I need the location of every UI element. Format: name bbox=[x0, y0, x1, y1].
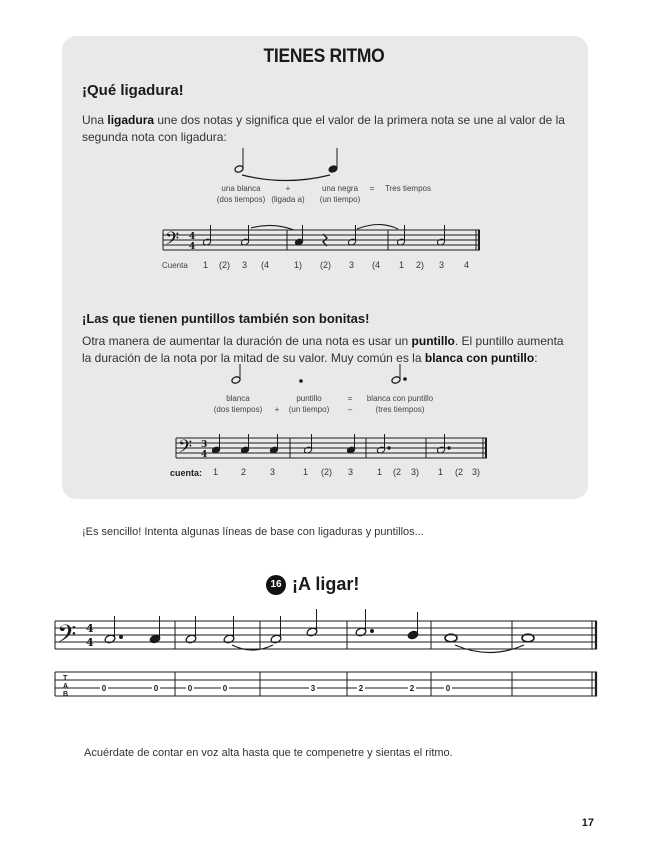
tab-fret: 0 bbox=[187, 684, 193, 693]
page-number: 17 bbox=[581, 817, 594, 829]
caption-quarter: una negra (un tiempo) bbox=[319, 184, 361, 204]
dotted-heading: ¡Las que tienen puntillos también son bonitas! bbox=[82, 311, 370, 326]
song-title: ¡A ligar! bbox=[292, 574, 360, 594]
caption-puntillo: puntillo (un tiempo) bbox=[288, 394, 330, 414]
caption-dotted-half: blanca con puntillo (tres tiempos) bbox=[366, 394, 434, 414]
count: (2 bbox=[455, 467, 464, 477]
count: 1 bbox=[377, 467, 383, 477]
count: 3) bbox=[472, 467, 481, 477]
time-signature-bottom: 4 bbox=[86, 636, 94, 649]
bass-clef-icon: 𝄢 bbox=[57, 620, 77, 655]
time-signature-top: 4 bbox=[86, 622, 94, 635]
count: 2 bbox=[241, 467, 247, 477]
count: 1 bbox=[203, 260, 209, 270]
tab-fret: 0 bbox=[153, 684, 159, 693]
tab-letter: B bbox=[63, 691, 69, 698]
song-staff bbox=[55, 609, 597, 653]
intro-line: ¡Es sencillo! Intenta algunas líneas de base con ligaduras y puntillos... bbox=[82, 526, 424, 538]
staff-tie-example bbox=[163, 225, 480, 251]
count: 3 bbox=[270, 467, 276, 477]
tab-fret: 0 bbox=[222, 684, 228, 693]
count: 3 bbox=[242, 260, 248, 270]
caption-half: una blanca (dos tiempos) bbox=[216, 184, 266, 204]
caption-result: Tres tiempos bbox=[385, 184, 431, 193]
count: (4 bbox=[261, 260, 270, 270]
count: 3 bbox=[348, 467, 354, 477]
caption-blanca: blanca (dos tiempos) bbox=[213, 394, 263, 414]
count: 1 bbox=[399, 260, 405, 270]
count-label: cuenta: bbox=[170, 468, 203, 478]
tab-fret: 0 bbox=[445, 684, 451, 693]
time-signature-top: 3 bbox=[201, 440, 208, 450]
track-number-badge[interactable]: 16 bbox=[266, 575, 286, 595]
tie-heading: ¡Qué ligadura! bbox=[82, 82, 184, 99]
time-signature-bottom: 4 bbox=[201, 450, 208, 460]
tab-letter: T bbox=[63, 675, 68, 682]
count: 3 bbox=[349, 260, 355, 270]
count: (2 bbox=[393, 467, 402, 477]
time-signature-bottom: 4 bbox=[189, 242, 196, 252]
dotted-paragraph: Otra manera de aumentar la duración de una nota es usar un puntillo. El puntillo aumenta la duración de la nota por la mitad de su valor. Muy común es la blanca con puntillo: bbox=[82, 334, 564, 365]
count: 1 bbox=[213, 467, 219, 477]
count: 4 bbox=[464, 260, 470, 270]
count: 3) bbox=[411, 467, 420, 477]
count: (2) bbox=[321, 467, 332, 477]
tab-staff bbox=[55, 672, 597, 696]
tab-fret: 0 bbox=[101, 684, 107, 693]
bass-clef-icon: 𝄢 bbox=[178, 437, 193, 462]
count: (4 bbox=[372, 260, 381, 270]
footer-note: Acuérdate de contar en voz alta hasta que te compenetre y sientas el ritmo. bbox=[84, 747, 453, 759]
tie-example bbox=[234, 148, 338, 181]
tab-fret: 2 bbox=[409, 684, 415, 693]
caption-equals: = – bbox=[347, 394, 353, 414]
time-signature-top: 4 bbox=[189, 232, 196, 242]
tab-fret: 2 bbox=[358, 684, 364, 693]
count: (2) bbox=[219, 260, 230, 270]
section-title: TIENES RITMO bbox=[263, 46, 385, 67]
bass-clef-icon: 𝄢 bbox=[165, 229, 180, 254]
caption-tied: + (ligada a) bbox=[271, 184, 305, 204]
count-label: Cuenta bbox=[162, 261, 188, 270]
staff-dotted-example bbox=[176, 434, 487, 458]
tab-letter: A bbox=[63, 683, 69, 690]
caption-plus: + bbox=[274, 405, 280, 414]
count: 1 bbox=[303, 467, 309, 477]
tab-fret: 3 bbox=[310, 684, 316, 693]
dotted-example bbox=[231, 364, 406, 384]
caption-equals: = bbox=[369, 184, 375, 193]
tie-paragraph: Una ligadura une dos notas y significa que el valor de la primera nota se une al valor de la segunda nota con ligadura: bbox=[82, 113, 565, 144]
count: 1 bbox=[438, 467, 444, 477]
count: 2) bbox=[416, 260, 425, 270]
count: (2) bbox=[320, 260, 331, 270]
count: 1) bbox=[294, 260, 303, 270]
count: 3 bbox=[439, 260, 445, 270]
